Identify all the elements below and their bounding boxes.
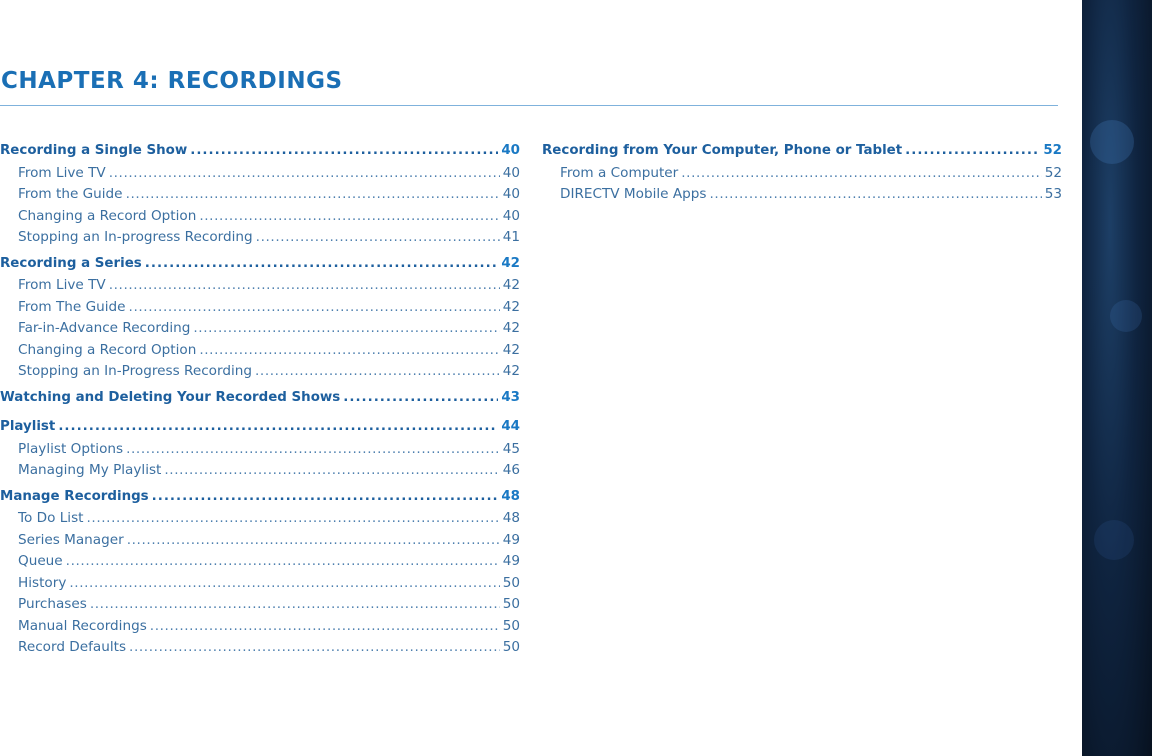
toc-section-recording-from-computer[interactable] — [542, 143, 1062, 165]
leader-dots — [152, 489, 499, 504]
toc-page-number: 44 — [501, 419, 520, 434]
leader-dots — [145, 256, 499, 271]
toc-entry-label: Recording from Your Computer, Phone or Tablet — [542, 143, 903, 158]
toc-section-recording-series[interactable] — [0, 256, 520, 278]
toc-right-column — [542, 143, 1062, 208]
toc-subentry[interactable] — [0, 342, 520, 364]
leader-dots — [681, 165, 1041, 181]
toc-entry-label: Recording a Single Show — [0, 143, 188, 158]
toc-subentry[interactable] — [0, 165, 520, 187]
toc-page-number: 42 — [502, 277, 520, 293]
toc-section-watching-deleting[interactable] — [0, 390, 520, 412]
toc-page-number: 50 — [502, 639, 520, 655]
leader-dots — [150, 618, 500, 634]
leader-dots — [90, 596, 500, 612]
leader-dots — [343, 390, 498, 405]
toc-entry-label: Managing My Playlist — [18, 462, 162, 478]
toc-subentry[interactable] — [0, 299, 520, 321]
leader-dots — [129, 639, 500, 655]
toc-subentry[interactable] — [0, 186, 520, 208]
toc-page-number: 49 — [502, 553, 520, 569]
toc-left-column — [0, 143, 520, 661]
toc-subentry[interactable] — [0, 618, 520, 640]
toc-page-number: 42 — [502, 341, 520, 358]
toc-entry-label: Far-in-Advance Recording — [18, 320, 191, 336]
toc-entry-label: Recording a Series — [0, 255, 142, 271]
toc-page-number: 52 — [1044, 164, 1062, 181]
toc-entry-label: Stopping an In-progress Recording — [18, 229, 253, 245]
toc-page-number: 48 — [501, 488, 520, 504]
leader-dots — [199, 342, 499, 358]
bokeh-light — [1090, 120, 1134, 164]
toc-page-number: 41 — [502, 229, 520, 245]
toc-entry-label: Changing a Record Option — [18, 341, 197, 358]
toc-entry-label: From Live TV — [18, 277, 106, 293]
toc-page-number: 50 — [502, 617, 520, 634]
leader-dots — [126, 186, 500, 202]
toc-subentry[interactable] — [0, 462, 520, 484]
toc-subentry[interactable] — [0, 532, 520, 554]
toc-page-number: 49 — [502, 531, 520, 548]
toc-page-number: 48 — [502, 510, 520, 526]
toc-entry-label: From Live TV — [18, 164, 106, 181]
toc-subentry[interactable] — [542, 165, 1062, 187]
toc-section-recording-single-show[interactable] — [0, 143, 520, 165]
toc-entry-label: From The Guide — [18, 298, 126, 315]
toc-subentry[interactable] — [542, 186, 1062, 208]
leader-dots — [193, 320, 499, 336]
title-divider — [0, 105, 1058, 106]
toc-entry-label: Playlist — [0, 419, 56, 434]
leader-dots — [109, 277, 500, 293]
toc-subentry[interactable] — [0, 208, 520, 230]
toc-subentry[interactable] — [0, 229, 520, 251]
toc-page-number: 40 — [502, 164, 520, 181]
leader-dots — [69, 575, 499, 591]
toc-page-number: 40 — [501, 143, 520, 158]
toc-subentry[interactable] — [0, 363, 520, 385]
toc-subentry[interactable] — [0, 320, 520, 342]
leader-dots — [905, 143, 1040, 158]
toc-subentry[interactable] — [0, 553, 520, 575]
toc-entry-label: Manage Recordings — [0, 488, 149, 504]
leader-dots — [190, 143, 498, 158]
toc-subentry[interactable] — [0, 441, 520, 463]
toc-page-number: 45 — [502, 440, 520, 457]
toc-entry-label: Purchases — [18, 596, 87, 612]
decorative-side-panel — [1082, 0, 1152, 756]
toc-page-number: 53 — [1044, 186, 1062, 202]
toc-subentry[interactable] — [0, 596, 520, 618]
toc-subentry[interactable] — [0, 639, 520, 661]
toc-entry-label: Changing a Record Option — [18, 207, 197, 224]
toc-page-number: 50 — [502, 596, 520, 612]
toc-entry-label: DIRECTV Mobile Apps — [560, 186, 707, 202]
toc-page-number: 42 — [502, 363, 520, 379]
toc-page-number: 42 — [502, 320, 520, 336]
toc-section-playlist[interactable] — [0, 419, 520, 441]
toc-subentry[interactable] — [0, 575, 520, 597]
toc-subentry[interactable] — [0, 277, 520, 299]
leader-dots — [256, 229, 500, 245]
toc-page-number: 46 — [502, 462, 520, 478]
leader-dots — [709, 186, 1041, 202]
toc-entry-label: History — [18, 574, 67, 591]
toc-page-number: 42 — [502, 298, 520, 315]
toc-entry-label: Manual Recordings — [18, 617, 147, 634]
toc-page-number: 52 — [1043, 143, 1062, 158]
leader-dots — [127, 532, 500, 548]
leader-dots — [58, 419, 498, 434]
toc-page-number: 40 — [502, 207, 520, 224]
toc-entry-label: Queue — [18, 553, 63, 569]
toc-entry-label: Stopping an In-Progress Recording — [18, 363, 252, 379]
toc-page-number: 42 — [501, 255, 520, 271]
toc-entry-label: To Do List — [18, 510, 84, 526]
leader-dots — [129, 299, 500, 315]
leader-dots — [199, 208, 499, 224]
toc-entry-label: From the Guide — [18, 186, 123, 202]
toc-page-number: 50 — [502, 574, 520, 591]
leader-dots — [126, 441, 500, 457]
toc-entry-label: Watching and Deleting Your Recorded Shows — [0, 389, 341, 405]
leader-dots — [87, 510, 500, 526]
toc-entry-label: Playlist Options — [18, 440, 124, 457]
leader-dots — [66, 553, 500, 569]
bokeh-light — [1094, 520, 1134, 560]
toc-section-manage-recordings[interactable] — [0, 489, 520, 511]
bokeh-light — [1110, 300, 1142, 332]
toc-page-number: 43 — [501, 389, 520, 405]
leader-dots — [255, 363, 500, 379]
toc-entry-label: Record Defaults — [18, 639, 127, 655]
toc-entry-label: Series Manager — [18, 531, 124, 548]
toc-entry-label: From a Computer — [560, 164, 679, 181]
leader-dots — [164, 462, 499, 478]
chapter-title: CHAPTER 4: RECORDINGS — [1, 68, 343, 94]
leader-dots — [109, 165, 500, 181]
toc-page-number: 40 — [502, 186, 520, 202]
toc-subentry[interactable] — [0, 510, 520, 532]
